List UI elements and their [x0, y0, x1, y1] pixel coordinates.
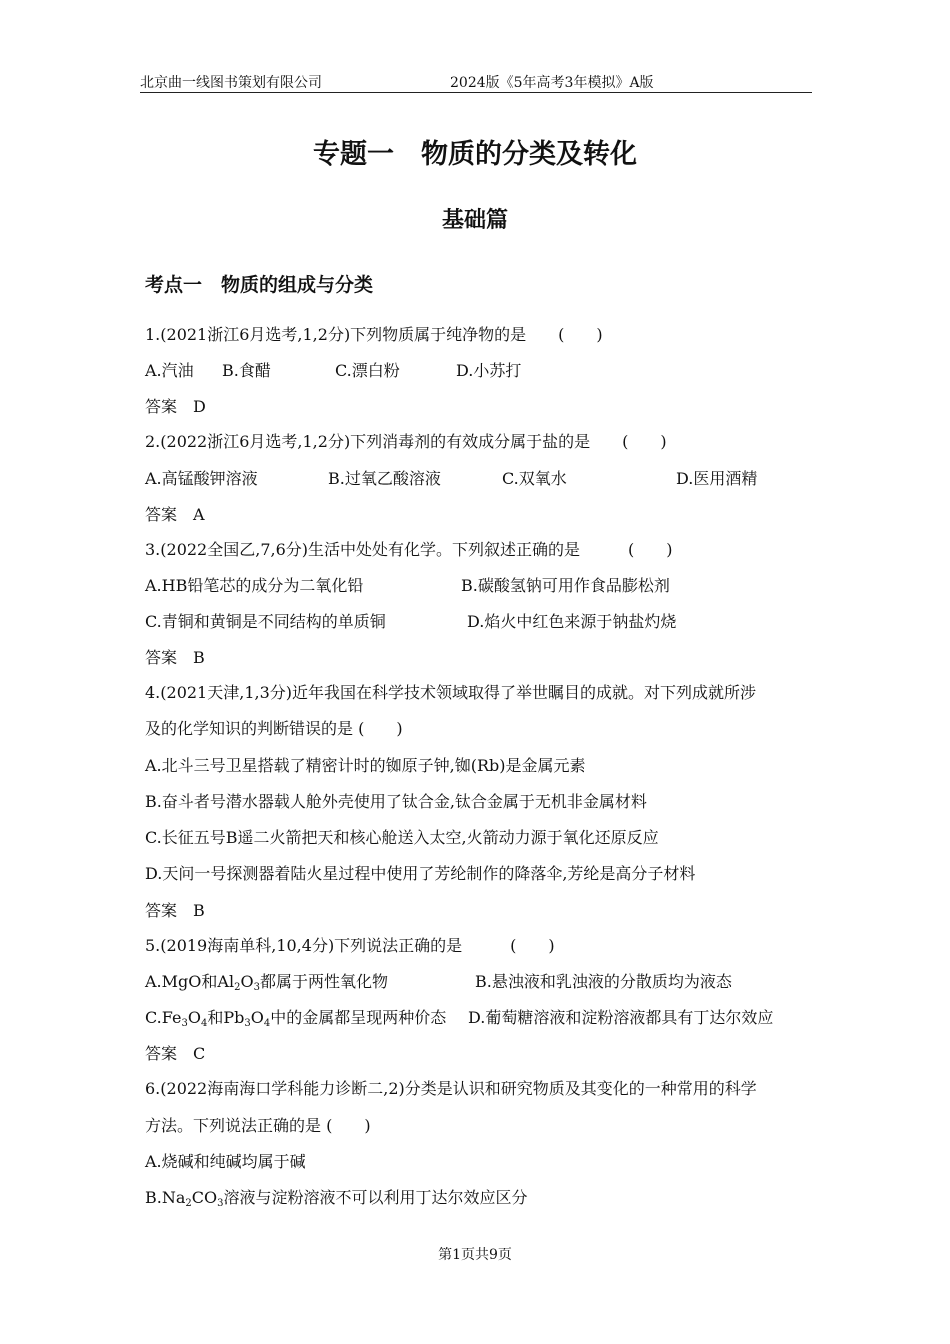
q2-option-a: A.高锰酸钾溶液	[145, 469, 258, 488]
q3-option-c: C.青铜和黄铜是不同结构的单质铜	[145, 612, 386, 631]
q2-stem: 2.(2022浙江6月选考,1,2分)下列消毒剂的有效成分属于盐的是 ( )	[145, 432, 667, 451]
q4-option-d: D.天问一号探测器着陆火星过程中使用了芳纶制作的降落伞,芳纶是高分子材料	[145, 864, 696, 883]
q4-option-c: C.长征五号B遥二火箭把天和核心舱送入太空,火箭动力源于氧化还原反应	[145, 828, 659, 847]
q2-answer: 答案 A	[145, 505, 205, 524]
q3-options-row1	[145, 574, 805, 598]
book-edition: 2024版《5年高考3年模拟》A版	[450, 75, 654, 91]
q1-option-a: A.汽油	[145, 361, 194, 380]
q5-stem: 5.(2019海南单科,10,4分)下列说法正确的是 ( )	[145, 936, 555, 955]
q4-answer: 答案 B	[145, 901, 205, 920]
q5-options-row2	[145, 1006, 810, 1030]
q4-option-a: A.北斗三号卫星搭载了精密计时的铷原子钟,铷(Rb)是金属元素	[145, 756, 586, 775]
q1-options	[145, 359, 745, 383]
q3-options-row2	[145, 610, 805, 634]
q4-stem-line1: 4.(2021天津,1,3分)近年我国在科学技术领域取得了举世瞩目的成就。对下列成就所涉	[145, 683, 757, 702]
q5-option-b: B.悬浊液和乳浊液的分散质均为液态	[475, 972, 732, 991]
q3-option-b: B.碳酸氢钠可用作食品膨松剂	[461, 576, 670, 595]
q5-option-c: $C.Fe_3O_4$和$Pb_3O_4$中的金属都呈现两种价态	[145, 1008, 447, 1029]
section-heading: 考点一 物质的组成与分类	[145, 274, 374, 296]
q4-option-b: B.奋斗者号潜水器载人舱外壳使用了钛合金,钛合金属于无机非金属材料	[145, 792, 647, 811]
q3-answer: 答案 B	[145, 648, 205, 667]
q6-stem-line1: 6.(2022海南海口学科能力诊断二,2)分类是认识和研究物质及其变化的一种常用的科学	[145, 1079, 757, 1098]
q2-option-b: B.过氧乙酸溶液	[328, 469, 441, 488]
q4-stem-line2: 及的化学知识的判断错误的是 ( )	[145, 719, 403, 738]
q2-option-d: D.医用酒精	[676, 469, 758, 488]
q1-option-d: D.小苏打	[456, 361, 522, 380]
page-subtitle: 基础篇	[441, 208, 508, 233]
q1-stem: 1.(2021浙江6月选考,1,2分)下列物质属于纯净物的是 ( )	[145, 325, 603, 344]
q3-stem: 3.(2022全国乙,7,6分)生活中处处有化学。下列叙述正确的是 ( )	[145, 540, 673, 559]
q5-answer: 答案 C	[145, 1044, 206, 1063]
q1-answer: 答案 D	[145, 397, 206, 416]
publisher-name: 北京曲一线图书策划有限公司	[140, 75, 322, 91]
q1-option-b: B.食醋	[222, 361, 271, 380]
q2-options	[145, 467, 805, 491]
page-number: 第1页共9页	[438, 1247, 512, 1263]
q6-option-a: A.烧碱和纯碱均属于碱	[145, 1152, 306, 1171]
q5-options-row1	[145, 970, 805, 994]
q6-option-b: $B.Na_2CO_3$溶液与淀粉溶液不可以利用丁达尔效应区分	[145, 1188, 528, 1209]
q3-option-a: A.HB铅笔芯的成分为二氧化铅	[145, 576, 364, 595]
q5-option-a: A.MgO和$Al_2O_3$都属于两性氧化物	[145, 972, 388, 993]
q3-option-d: D.焰火中红色来源于钠盐灼烧	[467, 612, 677, 631]
page-header	[140, 72, 812, 93]
q6-stem-line2: 方法。下列说法正确的是 ( )	[145, 1116, 371, 1135]
q5-option-d: D.葡萄糖溶液和淀粉溶液都具有丁达尔效应	[468, 1008, 774, 1027]
q1-option-c: C.漂白粉	[335, 361, 400, 380]
page-title: 专题一 物质的分类及转化	[313, 139, 637, 170]
q2-option-c: C.双氧水	[502, 469, 567, 488]
